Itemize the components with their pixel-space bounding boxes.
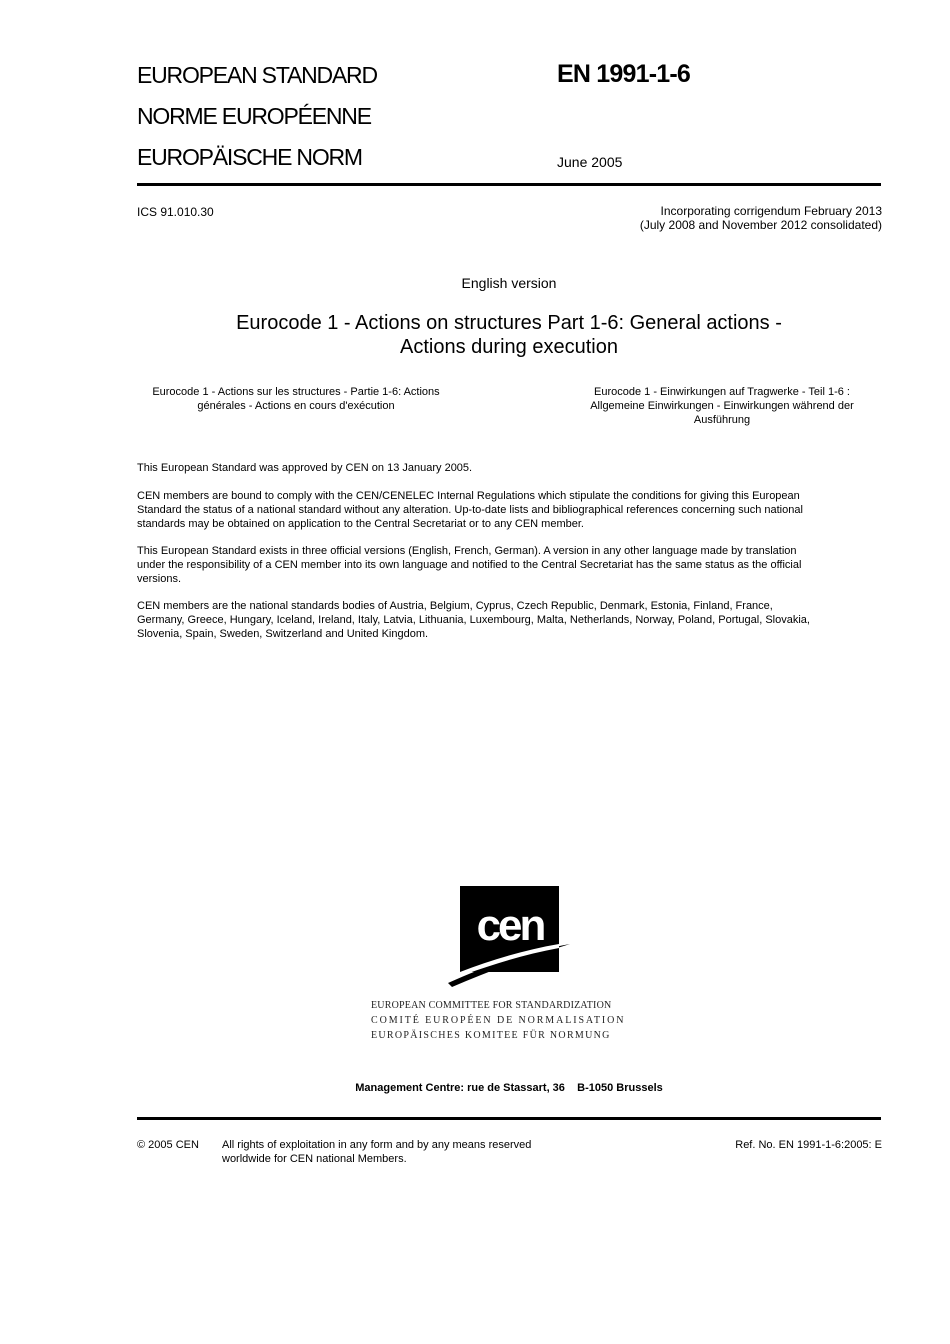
committee-name-english: EUROPEAN COMMITTEE FOR STANDARDIZATION [371,1000,612,1011]
german-title-line-3: Ausführung [693,414,751,426]
approval-paragraph: This European Standard was approved by CEN on 13 January 2005. [137,462,473,474]
cen-logo-text: cen [476,901,544,950]
compliance-line-2: Standard the status of a national standard without any alteration. Up-to-date lists and bibliographical references concerning such national [137,503,803,516]
corrigendum-line-2: (July 2008 and November 2012 consolidated) [639,218,882,232]
committee-name-german: EUROPÄISCHES KOMITEE FÜR NORMUNG [371,1030,611,1041]
corrigendum-note [640,204,882,232]
french-title-line-1: Eurocode 1 - Actions sur les structures - Partie 1-6: Actions [152,386,440,398]
versions-paragraph [137,545,801,586]
committee-name-french: COMITÉ EUROPÉEN DE NORMALISATION [371,1015,626,1026]
french-title [137,385,455,413]
german-title-line-1: Eurocode 1 - Einwirkungen auf Tragwerke - Teil 1-6 : [594,386,850,398]
standard-number: EN 1991-1-6 [557,60,690,88]
rights-notice [222,1139,531,1167]
compliance-paragraph [137,490,803,531]
members-line-3: Slovenia, Spain, Sweden, Switzerland and United Kingdom. [137,627,429,640]
compliance-line-1: CEN members are bound to comply with the CEN/CENELEC Internal Regulations which stipulate the conditions for giving this European [137,490,800,502]
footer-divider [137,1117,881,1120]
title-english: EUROPEAN STANDARD [137,62,377,88]
cen-logo [446,886,572,988]
compliance-line-3: standards may be obtained on application to the Central Secretariat or to any CEN member. [137,517,584,530]
title-french: NORME EUROPÉENNE [137,103,371,129]
ics-code: ICS 91.010.30 [137,205,214,219]
german-title-line-2: Allgemeine Einwirkungen - Einwirkungen während der [590,400,854,412]
document-title [137,311,881,359]
members-paragraph [137,600,810,641]
title-german: EUROPÄISCHE NORM [137,144,362,170]
rights-line-2: worldwide for CEN national Members. [222,1152,407,1165]
header-divider [137,183,881,186]
versions-line-1: This European Standard exists in three official versions (English, French, German). A version in any other language made by translation [137,545,797,557]
publication-date: June 2005 [557,154,623,170]
management-centre-address: Management Centre: rue de Stassart, 36 B-1050 Brussels [355,1082,663,1094]
german-title [565,385,879,427]
document-title-line-2: Actions during execution [400,336,618,358]
members-line-1: CEN members are the national standards bodies of Austria, Belgium, Cyprus, Czech Republic, Denmark, Estonia, Finland, France, [137,600,773,612]
rights-line-1: All rights of exploitation in any form and by any means reserved [222,1139,532,1151]
reference-number: Ref. No. EN 1991-1-6:2005: E [735,1139,882,1151]
french-title-line-2: générales - Actions en cours d'exécution [197,400,395,412]
members-line-2: Germany, Greece, Hungary, Iceland, Ireland, Italy, Latvia, Lithuania, Luxembourg, Malta, Netherlands, Norway, Poland, Portugal, Slovakia, [137,613,810,626]
versions-line-2: under the responsibility of a CEN member into its own language and notified to the Central Secretariat has the same status as the official [137,558,802,571]
document-title-line-1: Eurocode 1 - Actions on structures Part 1-6: General actions - [236,312,782,334]
versions-line-3: versions. [137,572,182,585]
version-label: English version [461,275,557,291]
corrigendum-line-1: Incorporating corrigendum February 2013 [660,204,882,218]
copyright-notice: © 2005 CEN [137,1139,199,1151]
